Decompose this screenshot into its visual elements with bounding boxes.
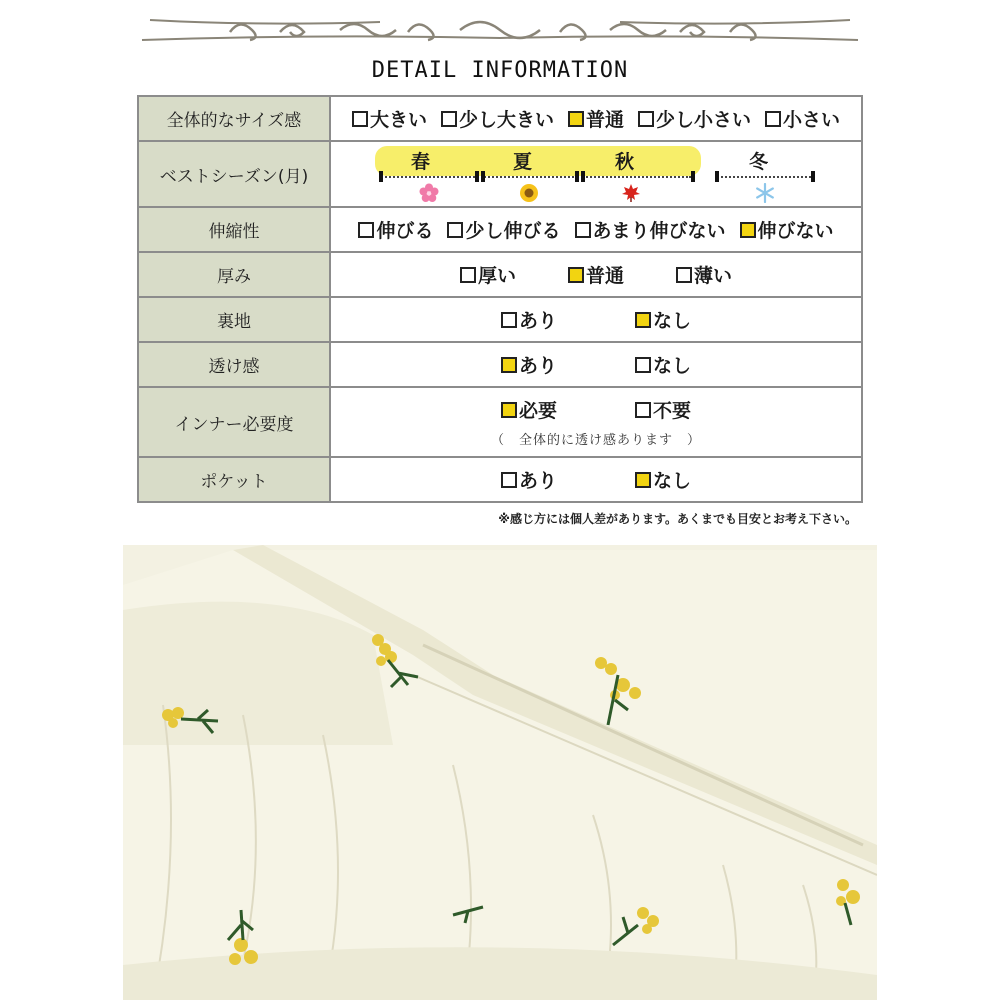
- option-label: 必要: [518, 400, 557, 422]
- section-heading: DETAIL INFORMATION: [371, 58, 629, 83]
- thickness-options: [330, 252, 862, 297]
- size-option: [568, 105, 624, 132]
- size-options: [330, 96, 862, 141]
- thickness-option: [568, 261, 624, 288]
- option-label: 少し伸びる: [465, 220, 561, 242]
- checked-box-icon: [501, 357, 517, 373]
- unchecked-box-icon: [460, 267, 476, 283]
- lining-option: [501, 306, 557, 333]
- option-label: 少し小さい: [656, 109, 752, 131]
- pocket-options: [330, 457, 862, 502]
- row-sheer: [138, 342, 862, 387]
- unchecked-box-icon: [676, 267, 692, 283]
- row-size: [138, 96, 862, 141]
- option-label: 伸びない: [757, 220, 834, 242]
- size-option: [765, 105, 840, 132]
- thickness-option: [676, 261, 732, 288]
- pocket-option: [501, 466, 557, 493]
- sakura-flower-icon: [419, 183, 439, 203]
- product-photo: [123, 545, 877, 1000]
- checked-box-icon: [501, 402, 517, 418]
- unchecked-box-icon: [635, 402, 651, 418]
- row-inner: [138, 387, 862, 457]
- option-label: なし: [653, 355, 692, 377]
- row-stretch: [138, 207, 862, 252]
- option-label: あまり伸びない: [592, 220, 726, 242]
- checked-box-icon: [568, 267, 584, 283]
- row-label: インナー必要度: [138, 387, 330, 457]
- option-label: 不要: [653, 400, 692, 422]
- pocket-option: [635, 466, 691, 493]
- checked-box-icon: [568, 111, 584, 127]
- row-pocket: [138, 457, 862, 502]
- option-label: あり: [518, 310, 557, 332]
- lining-option: [635, 306, 691, 333]
- option-label: なし: [653, 470, 692, 492]
- detail-table: [137, 95, 863, 503]
- lining-options: [330, 297, 862, 342]
- unchecked-box-icon: [447, 222, 463, 238]
- row-thickness: [138, 252, 862, 297]
- season-winter: 冬: [749, 151, 769, 173]
- season-spring: 春: [411, 151, 431, 173]
- unchecked-box-icon: [441, 111, 457, 127]
- unchecked-box-icon: [358, 222, 374, 238]
- inner-options: [330, 387, 862, 457]
- unchecked-box-icon: [575, 222, 591, 238]
- footnote: ※感じ方には個人差があります。あくまでも目安とお考え下さい。: [498, 512, 857, 526]
- option-label: 薄い: [694, 265, 733, 287]
- row-label: ポケット: [138, 457, 330, 502]
- checked-box-icon: [635, 472, 651, 488]
- unchecked-box-icon: [638, 111, 654, 127]
- stretch-option: [575, 216, 726, 243]
- row-label: ベストシーズン(月): [138, 141, 330, 207]
- season-cell: [330, 141, 862, 207]
- option-label: 厚い: [477, 265, 516, 287]
- option-label: 普通: [585, 265, 624, 287]
- option-label: 大きい: [369, 109, 427, 131]
- unchecked-box-icon: [352, 111, 368, 127]
- decorative-ornament: [140, 12, 860, 46]
- stretch-options: [330, 207, 862, 252]
- option-label: 普通: [585, 109, 624, 131]
- option-label: なし: [653, 310, 692, 332]
- season-chart: [331, 143, 861, 205]
- row-lining: [138, 297, 862, 342]
- checked-box-icon: [740, 222, 756, 238]
- option-label: 伸びる: [376, 220, 434, 242]
- row-label: 透け感: [138, 342, 330, 387]
- size-option: [441, 105, 554, 132]
- season-autumn: 秋: [615, 151, 635, 173]
- checked-box-icon: [635, 312, 651, 328]
- option-label: 小さい: [783, 109, 841, 131]
- stretch-option: [358, 216, 433, 243]
- sunflower-icon: [519, 183, 539, 203]
- sheer-option: [635, 351, 691, 378]
- season-summer: 夏: [513, 151, 533, 173]
- unchecked-box-icon: [635, 357, 651, 373]
- unchecked-box-icon: [765, 111, 781, 127]
- row-label: 全体的なサイズ感: [138, 96, 330, 141]
- inner-option: [635, 396, 691, 423]
- thickness-option: [460, 261, 516, 288]
- unchecked-box-icon: [501, 312, 517, 328]
- row-label: 伸縮性: [138, 207, 330, 252]
- stretch-option: [447, 216, 560, 243]
- maple-leaf-icon: [621, 183, 641, 203]
- size-option: [352, 105, 427, 132]
- snowflake-icon: [755, 183, 775, 203]
- sheer-options: [330, 342, 862, 387]
- stretch-option: [740, 216, 834, 243]
- row-label: 裏地: [138, 297, 330, 342]
- row-season: [138, 141, 862, 207]
- option-label: あり: [518, 470, 557, 492]
- inner-note: （ 全体的に透け感あります ）: [490, 433, 701, 448]
- sheer-option: [501, 351, 557, 378]
- row-label: 厚み: [138, 252, 330, 297]
- size-option: [638, 105, 751, 132]
- unchecked-box-icon: [501, 472, 517, 488]
- inner-option: [501, 396, 557, 423]
- option-label: あり: [518, 355, 557, 377]
- option-label: 少し大きい: [458, 109, 554, 131]
